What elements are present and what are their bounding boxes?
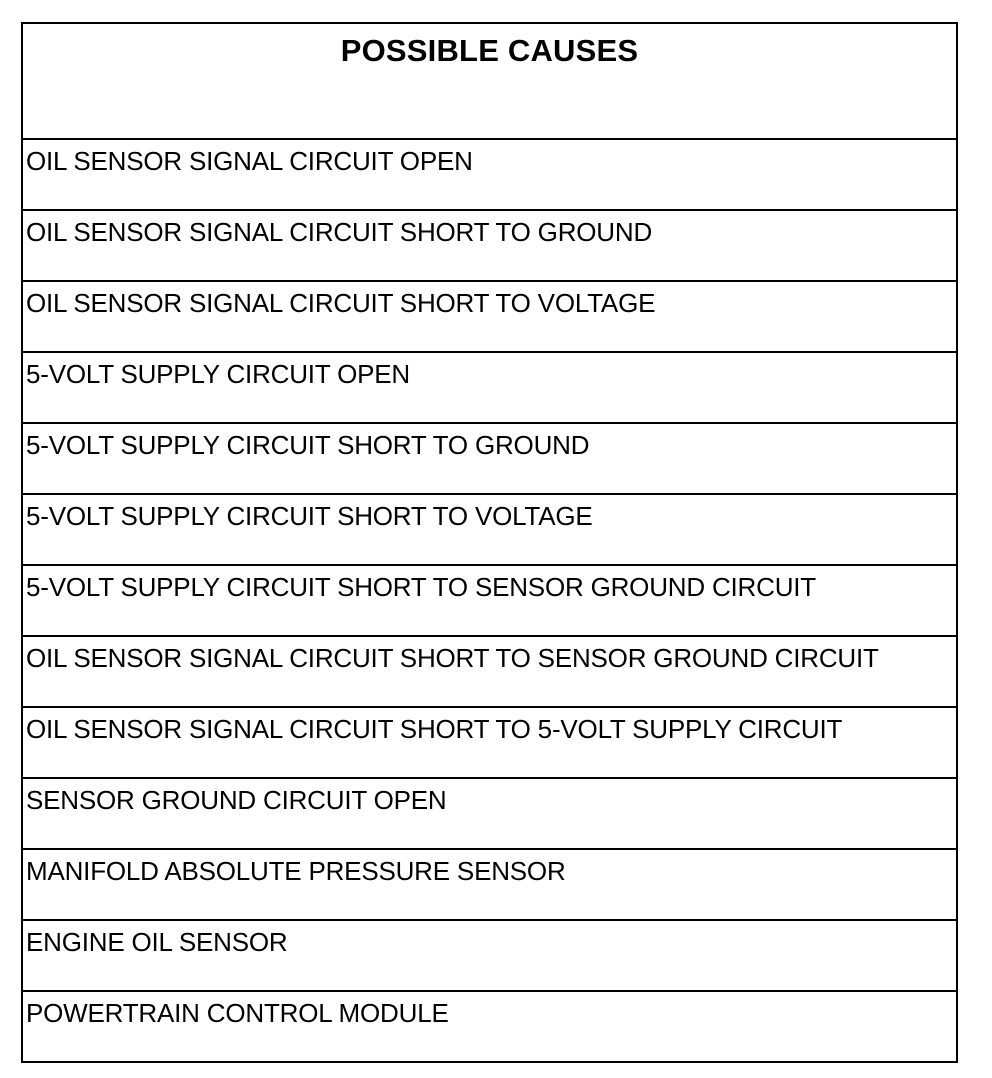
- cause-text: OIL SENSOR SIGNAL CIRCUIT SHORT TO SENSOR GROUND CIRCUIT: [26, 643, 879, 673]
- table-row: [23, 637, 956, 708]
- table-row: [23, 424, 956, 495]
- cause-text: 5-VOLT SUPPLY CIRCUIT OPEN: [26, 359, 410, 389]
- cause-text: 5-VOLT SUPPLY CIRCUIT SHORT TO SENSOR GROUND CIRCUIT: [26, 572, 816, 602]
- table-row: [23, 992, 956, 1061]
- table-row: [23, 211, 956, 282]
- table-row: [23, 708, 956, 779]
- cause-text: OIL SENSOR SIGNAL CIRCUIT OPEN: [26, 146, 473, 176]
- table-title: POSSIBLE CAUSES: [340, 33, 639, 68]
- table-row: [23, 566, 956, 637]
- cause-text: MANIFOLD ABSOLUTE PRESSURE SENSOR: [26, 856, 566, 886]
- cause-text: OIL SENSOR SIGNAL CIRCUIT SHORT TO 5-VOLT SUPPLY CIRCUIT: [26, 714, 843, 744]
- cause-text: POWERTRAIN CONTROL MODULE: [26, 998, 449, 1028]
- cause-text: ENGINE OIL SENSOR: [26, 927, 288, 957]
- cause-text: OIL SENSOR SIGNAL CIRCUIT SHORT TO VOLTAGE: [26, 288, 656, 318]
- cause-text: OIL SENSOR SIGNAL CIRCUIT SHORT TO GROUND: [26, 217, 653, 247]
- table-row: [23, 282, 956, 353]
- table-row: [23, 353, 956, 424]
- table-row: [23, 495, 956, 566]
- table-row: [23, 921, 956, 992]
- table-row: [23, 140, 956, 211]
- cause-text: SENSOR GROUND CIRCUIT OPEN: [26, 785, 447, 815]
- table-header: [23, 24, 956, 140]
- cause-text: 5-VOLT SUPPLY CIRCUIT SHORT TO VOLTAGE: [26, 501, 593, 531]
- cause-text: 5-VOLT SUPPLY CIRCUIT SHORT TO GROUND: [26, 430, 590, 460]
- table-row: [23, 779, 956, 850]
- possible-causes-table: [21, 22, 958, 1063]
- table-row: [23, 850, 956, 921]
